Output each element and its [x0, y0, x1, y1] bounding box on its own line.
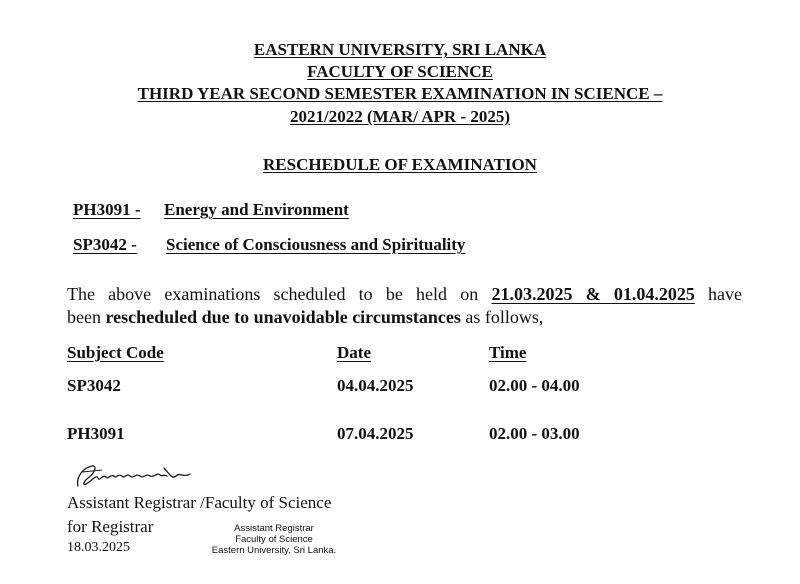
subject-name: Energy and Environment	[164, 200, 349, 219]
notice-line-2	[67, 306, 742, 329]
table-cell-time: 02.00 - 03.00	[489, 424, 580, 443]
university-name: EASTERN UNIVERSITY, SRI LANKA	[253, 40, 547, 59]
column-header-date: Date	[337, 343, 371, 362]
subject-code-2	[73, 235, 137, 255]
subject-name: Science of Consciousness and Spirituality	[166, 235, 466, 254]
official-stamp	[206, 523, 342, 556]
original-dates: 21.03.2025 & 01.04.2025	[491, 284, 695, 304]
notice-text: as follows,	[465, 307, 544, 327]
table-cell-time: 02.00 - 04.00	[489, 376, 580, 395]
subject-code-1	[73, 200, 141, 220]
subject-code: SP3042 -	[73, 235, 137, 254]
stamp-line: Eastern University, Sri Lanka.	[211, 545, 337, 556]
column-header-time: Time	[489, 343, 527, 362]
signatory-for: for Registrar	[67, 517, 154, 536]
subject-name-2	[166, 235, 465, 255]
handwritten-signature	[72, 460, 202, 492]
subject-name-1	[164, 200, 349, 220]
reschedule-reason: rescheduled due to unavoidable circumstances	[105, 307, 461, 327]
subject-code: PH3091 -	[73, 200, 141, 219]
notice-text: The above examinations scheduled to be held on	[67, 284, 479, 304]
table-cell-date: 04.04.2025	[337, 376, 414, 395]
table-cell-code: SP3042	[67, 376, 121, 395]
notice-text: been	[67, 307, 101, 327]
faculty-name: FACULTY OF SCIENCE	[307, 62, 493, 81]
table-cell-date: 07.04.2025	[337, 424, 414, 443]
column-header-subject-code: Subject Code	[67, 343, 164, 362]
signature-date: 18.03.2025	[67, 540, 130, 555]
stamp-line: Faculty of Science	[235, 534, 313, 545]
table-cell-code: PH3091	[67, 424, 125, 443]
stamp-line: Assistant Registrar	[234, 523, 314, 534]
notice-line-1	[67, 283, 742, 306]
exam-title-line1: THIRD YEAR SECOND SEMESTER EXAMINATION IN SCIENCE –	[137, 84, 663, 103]
notice-text: have	[708, 284, 743, 304]
exam-title-line2: 2021/2022 (MAR/ APR - 2025)	[289, 107, 511, 126]
document-title: RESCHEDULE OF EXAMINATION	[263, 155, 537, 174]
signatory-role: Assistant Registrar /Faculty of Science	[67, 493, 332, 512]
